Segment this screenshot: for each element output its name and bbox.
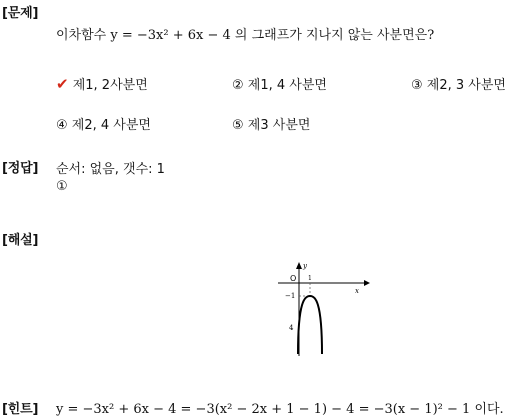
choice-5[interactable] xyxy=(232,114,310,133)
choice-3-num: ③ xyxy=(411,78,423,93)
parabola-graph xyxy=(276,260,372,360)
y-axis-label: y xyxy=(303,262,307,270)
tick-y-minus4: 4 xyxy=(289,324,294,332)
y-axis-arrow-icon xyxy=(296,262,302,269)
choice-4-num: ④ xyxy=(56,118,68,133)
choice-5-num: ⑤ xyxy=(232,118,244,133)
explanation-label: [해설] xyxy=(2,233,39,248)
check-mark-icon: ✔ xyxy=(56,75,69,93)
hint-text: y = −3x² + 6x − 4 = −3(x² − 2x + 1 − 1) − 4 = −3(x − 1)² − 1 이다. xyxy=(56,402,504,417)
question-label: [문제] xyxy=(2,6,39,21)
origin-label: O xyxy=(290,274,297,283)
x-axis-label: x xyxy=(355,287,359,295)
choice-2-num: ② xyxy=(232,78,244,93)
choice-4-text: 제2, 4 사분면 xyxy=(71,118,151,133)
parabola-curve xyxy=(298,296,322,354)
question-text xyxy=(56,24,434,43)
choice-1[interactable] xyxy=(56,74,148,93)
choice-3[interactable] xyxy=(411,74,506,93)
question-text-body: 이차함수 y = −3x² + 6x − 4 의 그래프가 지나지 않는 사분면은? xyxy=(56,28,435,43)
choice-5-text: 제3 사분면 xyxy=(247,118,311,133)
answer-label: [정답] xyxy=(2,161,39,176)
hint-label: [힌트] xyxy=(2,402,39,417)
x-axis-arrow-icon xyxy=(364,280,370,286)
choice-3-text: 제2, 3 사분면 xyxy=(426,78,506,93)
answer-line: 순서: 없음, 갯수: 1 xyxy=(56,162,165,177)
answer-value: ① xyxy=(56,179,68,194)
choice-2-text: 제1, 4 사분면 xyxy=(247,78,327,93)
choice-2[interactable] xyxy=(232,74,327,93)
choice-4[interactable] xyxy=(56,114,151,133)
tick-y-minus1: −1 xyxy=(285,292,296,300)
choice-1-text: 제1, 2사분면 xyxy=(72,78,148,93)
tick-x-1: 1 xyxy=(308,275,312,282)
